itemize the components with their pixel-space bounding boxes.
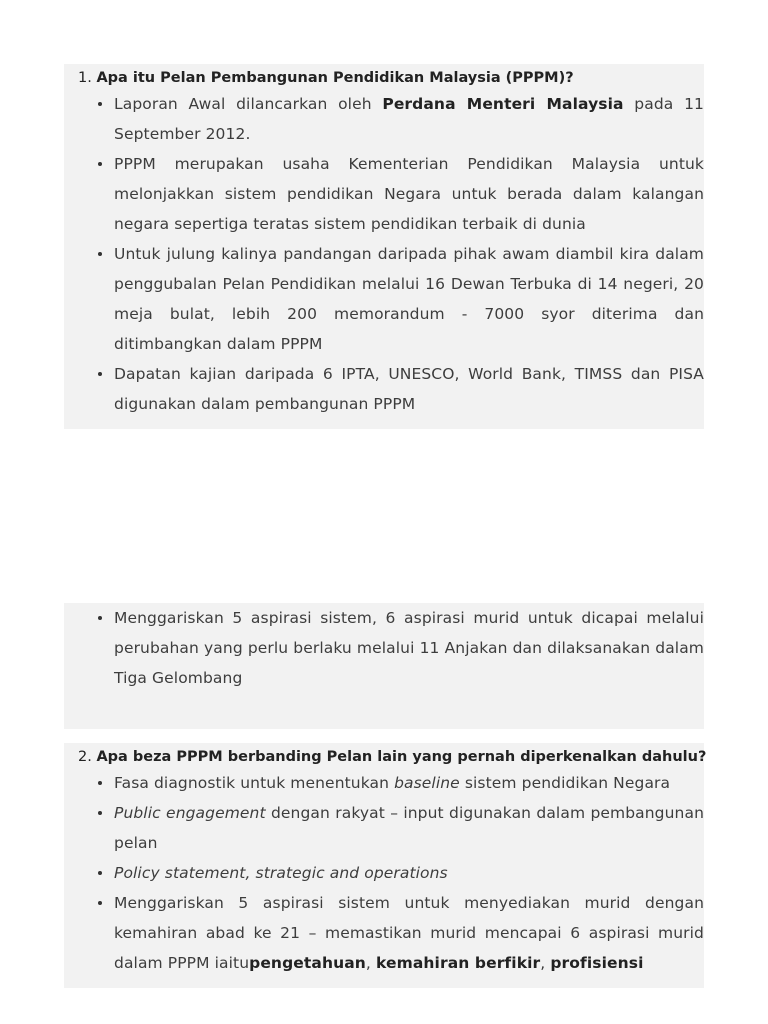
- section-1-number: 1.: [78, 70, 92, 86]
- section-1b-list: [64, 603, 704, 693]
- list-item: Policy statement, strategic and operations: [64, 858, 704, 888]
- list-item: Public engagement dengan rakyat – input digunakan dalam pembangunan pelan: [64, 798, 704, 858]
- bullet-icon: [98, 372, 102, 376]
- section-1-continued-block: [64, 603, 704, 729]
- bullet-icon: [98, 811, 102, 815]
- section-1-question: Apa itu Pelan Pembangunan Pendidikan Malaysia (PPPM)?: [96, 70, 574, 86]
- list-item: PPPM merupakan usaha Kementerian Pendidikan Malaysia untuk melonjakkan sistem pendidikan Negara untuk berada dalam kalangan negara sepertiga teratas sistem pendidikan terbaik di dunia: [64, 149, 704, 239]
- list-item: Menggariskan 5 aspirasi sistem untuk menyediakan murid dengan kemahiran abad ke 21 – memastikan murid mencapai 6 aspirasi murid dalam PPPM iaitupengetahuan, kemahiran berfikir, profisiensi: [64, 888, 704, 978]
- list-item: Untuk julung kalinya pandangan daripada pihak awam diambil kira dalam penggubalan Pelan Pendidikan melalui 16 Dewan Terbuka di 14 negeri, 20 meja bulat, lebih 200 memorandum - 7000 syor diterima dan ditimbangkan dalam PPPM: [64, 239, 704, 359]
- section-2-question: Apa beza PPPM berbanding Pelan lain yang pernah diperkenalkan dahulu?: [96, 749, 707, 765]
- section-1-block: [64, 64, 704, 429]
- section-2-heading: [64, 746, 707, 768]
- section-1-list: [64, 89, 704, 419]
- bullet-icon: [98, 781, 102, 785]
- bullet-icon: [98, 102, 102, 106]
- list-item: Menggariskan 5 aspirasi sistem, 6 aspirasi murid untuk dicapai melalui perubahan yang perlu berlaku melalui 11 Anjakan dan dilaksanakan dalam Tiga Gelombang: [64, 603, 704, 693]
- section-2-list: [64, 768, 704, 978]
- list-item: Laporan Awal dilancarkan oleh Perdana Menteri Malaysia pada 11 September 2012.: [64, 89, 704, 149]
- bullet-icon: [98, 252, 102, 256]
- section-1-heading: [64, 67, 704, 89]
- bullet-icon: [98, 162, 102, 166]
- list-item: Fasa diagnostik untuk menentukan baseline sistem pendidikan Negara: [64, 768, 704, 798]
- list-item: Dapatan kajian daripada 6 IPTA, UNESCO, World Bank, TIMSS dan PISA digunakan dalam pembangunan PPPM: [64, 359, 704, 419]
- bullet-icon: [98, 871, 102, 875]
- section-2-block: [64, 743, 707, 988]
- bullet-icon: [98, 616, 102, 620]
- section-2-number: 2.: [78, 749, 92, 765]
- bullet-icon: [98, 901, 102, 905]
